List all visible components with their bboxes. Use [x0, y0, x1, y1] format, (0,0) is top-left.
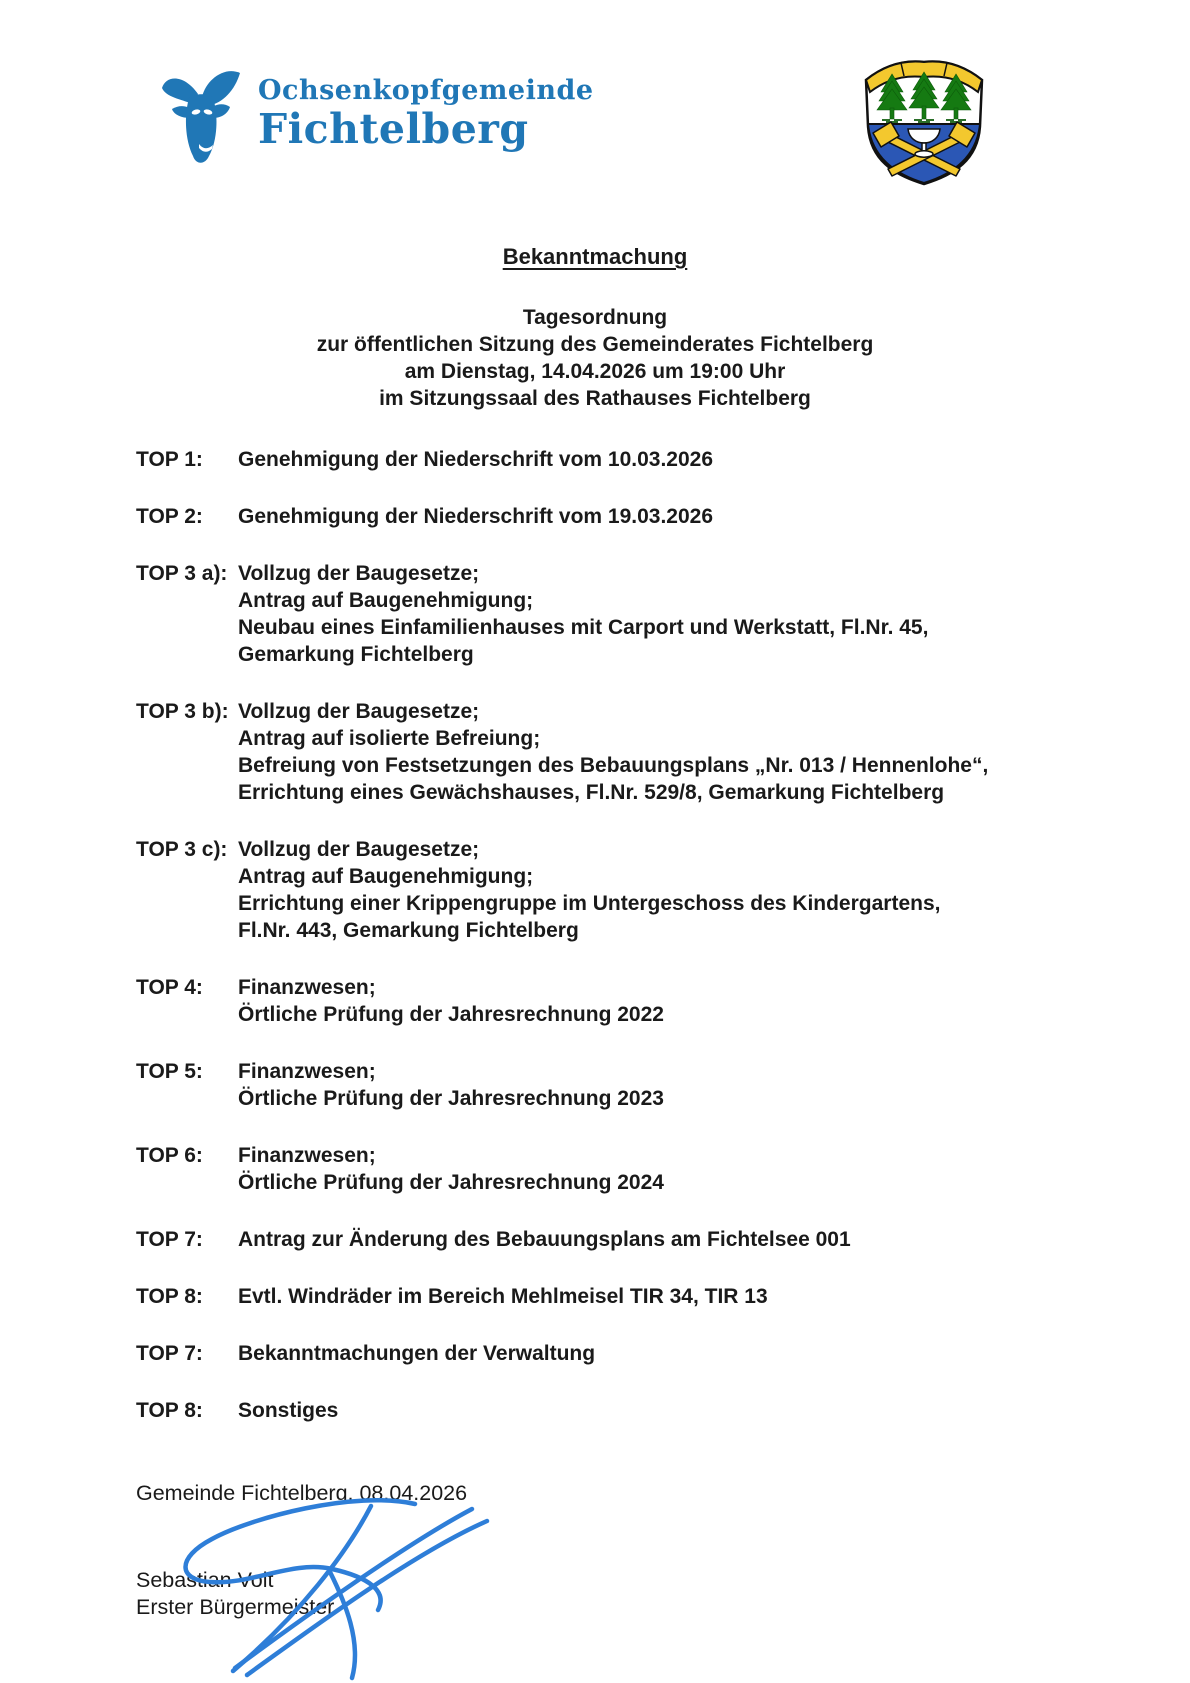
agenda-item-label: TOP 8:: [136, 1399, 203, 1422]
agenda-item: [136, 503, 1146, 530]
intro-line-agenda: Tagesordnung: [522, 306, 668, 329]
agenda-item-text: Vollzug der Baugesetze;: [238, 562, 480, 585]
agenda-item: [136, 1283, 1146, 1310]
ox-head-icon: [158, 68, 244, 168]
agenda-item-text: Genehmigung der Niederschrift vom 10.03.2026: [238, 448, 714, 471]
intro-line-location: im Sitzungssaal des Rathauses Fichtelberg: [379, 387, 811, 410]
agenda-item: [136, 560, 1146, 668]
agenda-item: [136, 698, 1146, 806]
agenda-item-text: Errichtung eines Gewächshauses, Fl.Nr. 529/8, Gemarkung Fichtelberg: [238, 781, 945, 804]
agenda-item-label: TOP 8:: [136, 1285, 203, 1308]
agenda-item-label: TOP 4:: [136, 976, 203, 999]
agenda-item-text: Finanzwesen;: [238, 1144, 376, 1167]
agenda-item: [136, 1226, 1146, 1253]
agenda-item-text: Sonstiges: [238, 1399, 339, 1422]
agenda-item-label: TOP 7:: [136, 1342, 203, 1365]
logo-municipality-name: Fichtelberg: [258, 105, 529, 153]
agenda-item-text: Errichtung einer Krippengruppe im Untergeschoss des Kindergartens,: [238, 892, 941, 915]
agenda-item-label: TOP 1:: [136, 448, 203, 471]
agenda-item-text: Finanzwesen;: [238, 1060, 376, 1083]
agenda-item-text: Antrag auf isolierte Befreiung;: [238, 727, 541, 750]
intro-line-datetime: am Dienstag, 14.04.2026 um 19:00 Uhr: [404, 360, 786, 383]
agenda-item-text: Örtliche Prüfung der Jahresrechnung 2022: [238, 1003, 664, 1026]
agenda-item: [136, 1397, 1146, 1424]
agenda-item-label: TOP 3 a):: [136, 562, 228, 585]
agenda-item: [136, 446, 1146, 473]
agenda-item: [136, 1340, 1146, 1367]
agenda-item-label: TOP 3 c):: [136, 838, 228, 861]
agenda-item-label: TOP 3 b):: [136, 700, 229, 723]
agenda-item-text: Gemarkung Fichtelberg: [238, 643, 474, 666]
place-date-line: Gemeinde Fichtelberg, 08.04.2026: [136, 1481, 468, 1505]
agenda-item-text: Antrag auf Baugenehmigung;: [238, 589, 534, 612]
signer-title: Erster Bürgermeister: [136, 1595, 335, 1619]
agenda-item-text: Bekanntmachungen der Verwaltung: [238, 1342, 596, 1365]
agenda-item-text: Antrag zur Änderung des Bebauungsplans am Fichtelsee 001: [238, 1228, 851, 1251]
agenda-list: [136, 446, 1146, 1454]
signature-block: [136, 1480, 467, 1621]
agenda-item-text: Genehmigung der Niederschrift vom 19.03.2026: [238, 505, 714, 528]
agenda-item-text: Antrag auf Baugenehmigung;: [238, 865, 534, 888]
agenda-item-text: Finanzwesen;: [238, 976, 376, 999]
agenda-item-text: Örtliche Prüfung der Jahresrechnung 2023: [238, 1087, 664, 1110]
signer-name: Sebastian Voit: [136, 1568, 274, 1592]
agenda-item: [136, 1058, 1146, 1112]
agenda-item-text: Neubau eines Einfamilienhauses mit Carport und Werkstatt, Fl.Nr. 45,: [238, 616, 929, 639]
session-intro: [0, 304, 1190, 412]
agenda-item: [136, 974, 1146, 1028]
agenda-item-text: Evtl. Windräder im Bereich Mehlmeisel TIR 34, TIR 13: [238, 1285, 768, 1308]
agenda-item-label: TOP 5:: [136, 1060, 203, 1083]
agenda-item-text: Befreiung von Festsetzungen des Bebauungsplans „Nr. 013 / Hennenlohe“,: [238, 754, 989, 777]
agenda-item-label: TOP 2:: [136, 505, 203, 528]
page-title: Bekanntmachung: [502, 244, 688, 269]
municipality-logo: [158, 68, 594, 168]
agenda-item-text: Vollzug der Baugesetze;: [238, 700, 480, 723]
agenda-item: [136, 1142, 1146, 1196]
logo-text: [258, 76, 594, 152]
agenda-item-label: TOP 7:: [136, 1228, 203, 1251]
logo-community-label: Ochsenkopfgemeinde: [258, 75, 594, 106]
intro-line-session: zur öffentlichen Sitzung des Gemeinderates Fichtelberg: [316, 333, 874, 356]
agenda-item-text: Vollzug der Baugesetze;: [238, 838, 480, 861]
agenda-item: [136, 836, 1146, 944]
agenda-item-text: Örtliche Prüfung der Jahresrechnung 2024: [238, 1171, 664, 1194]
coat-of-arms-icon: [856, 48, 992, 188]
agenda-item-label: TOP 6:: [136, 1144, 203, 1167]
agenda-item-text: Fl.Nr. 443, Gemarkung Fichtelberg: [238, 919, 579, 942]
